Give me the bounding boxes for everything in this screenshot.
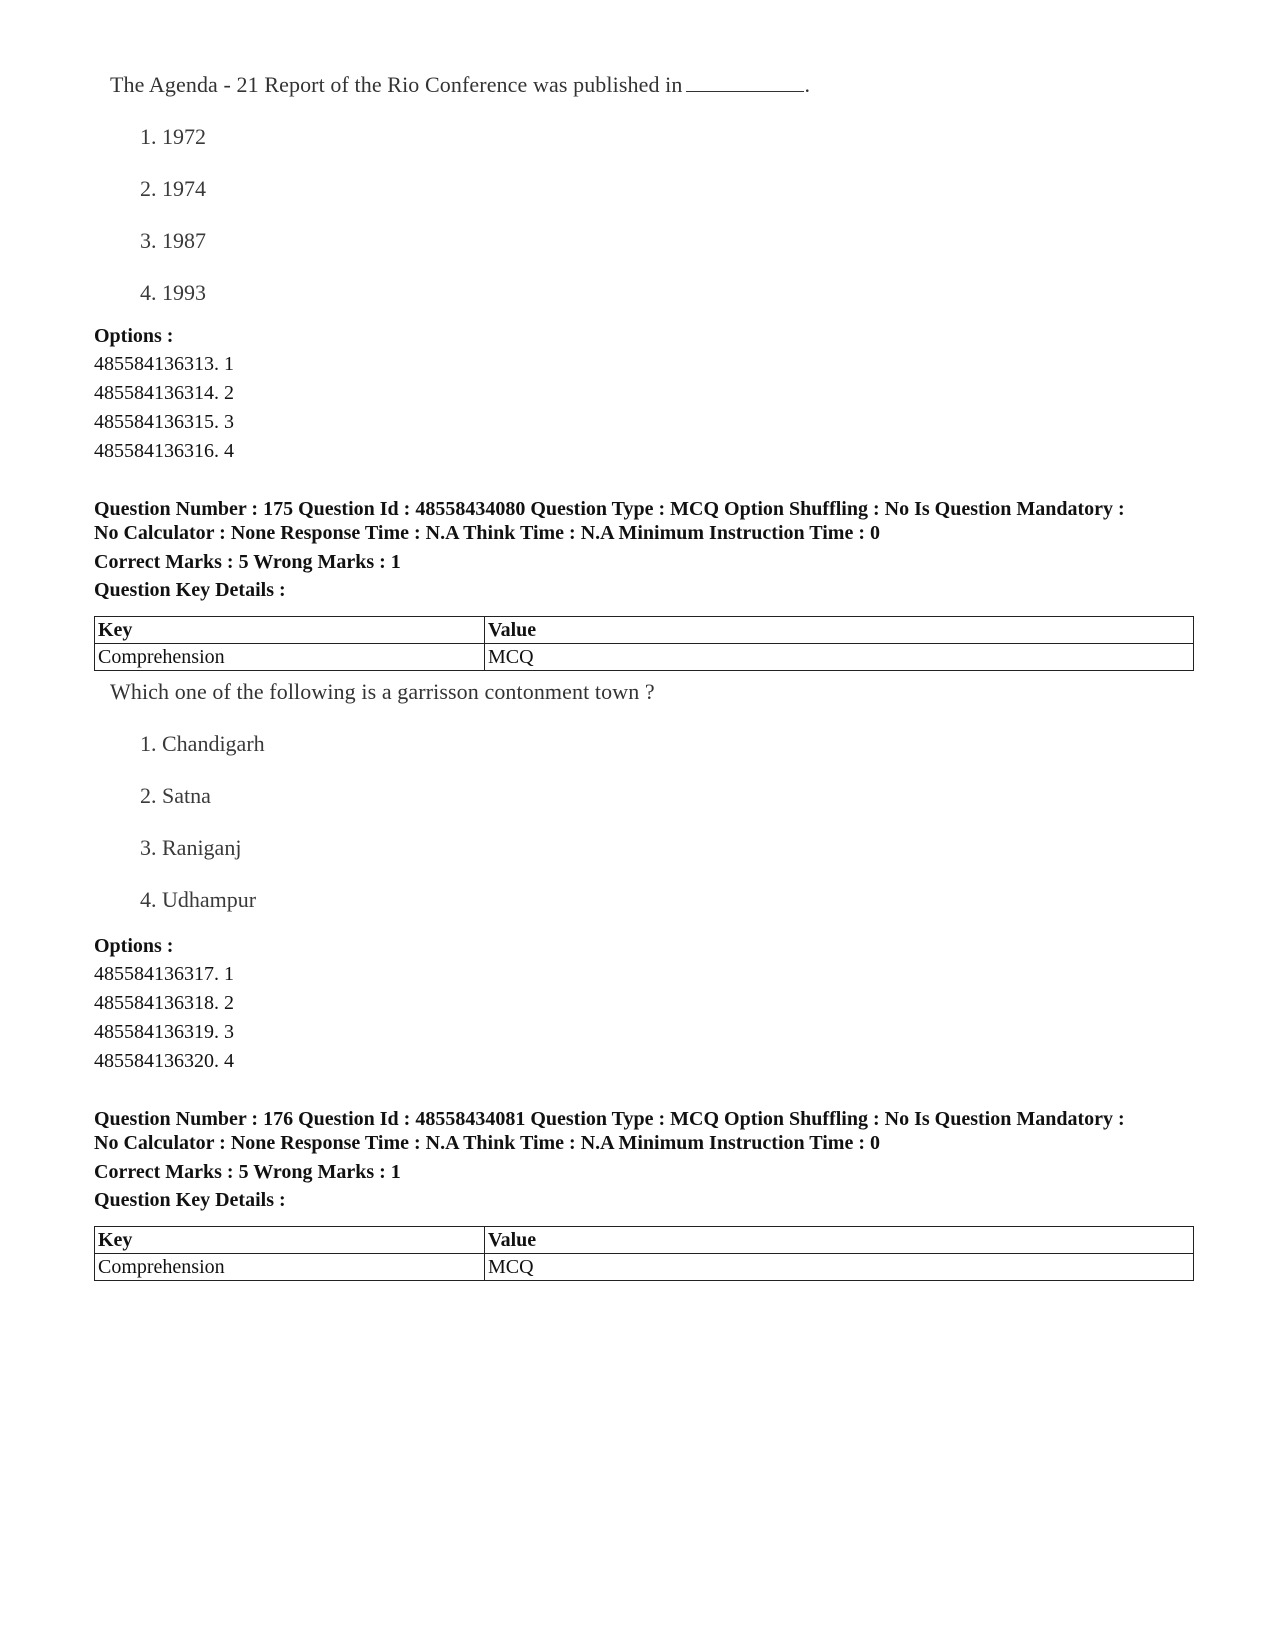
key-details-label: Question Key Details : [94,1189,286,1211]
meta-line: Question Number : 175 Question Id : 48558434080 Question Type : MCQ Option Shuffling : No Is Question Mandatory : [94,498,1125,520]
choice-item: 4. 1993 [140,280,206,305]
option-item: 485584136315. 3 [94,411,234,433]
options-label: Options : [94,935,174,957]
choice-item: 3. 1987 [140,228,206,253]
option-item: 485584136320. 4 [94,1050,234,1072]
marks-line: Correct Marks : 5 Wrong Marks : 1 [94,551,401,573]
choice-item: 3. Raniganj [140,835,242,860]
table-row [95,644,1194,671]
key-details-table [94,616,1194,671]
value-cell: MCQ [485,644,1194,671]
value-cell: MCQ [485,1254,1194,1281]
value-header: Value [485,1227,1194,1254]
meta-line: No Calculator : None Response Time : N.A Think Time : N.A Minimum Instruction Time : 0 [94,1132,880,1154]
key-header: Key [95,617,485,644]
options-block-175 [94,932,1194,1076]
question-stem: Which one of the following is a garrisson contonment town ? [110,679,655,704]
option-item: 485584136314. 2 [94,382,234,404]
option-item: 485584136317. 1 [94,963,234,985]
question-meta-175 [94,497,1194,604]
key-details-label: Question Key Details : [94,579,286,601]
question-image-174 [110,72,870,305]
question-stem-text: The Agenda - 21 Report of the Rio Conference was published in [110,72,683,97]
choice-item: 2. 1974 [140,176,206,201]
table-row [95,1254,1194,1281]
question-meta-176 [94,1107,1194,1214]
key-details-table [94,1226,1194,1281]
marks-line: Correct Marks : 5 Wrong Marks : 1 [94,1161,401,1183]
value-header: Value [485,617,1194,644]
answer-blank [686,73,804,92]
table-header-row [95,1227,1194,1254]
option-item: 485584136313. 1 [94,353,234,375]
question-image-175 [110,679,870,912]
meta-line: Question Number : 176 Question Id : 48558434081 Question Type : MCQ Option Shuffling : No Is Question Mandatory : [94,1108,1125,1130]
choice-item: 1. Chandigarh [140,731,265,756]
options-label: Options : [94,325,174,347]
option-item: 485584136319. 3 [94,1021,234,1043]
key-cell: Comprehension [95,644,485,671]
key-cell: Comprehension [95,1254,485,1281]
question-stem [110,72,870,98]
options-block-174 [94,322,1194,466]
option-item: 485584136316. 4 [94,440,234,462]
meta-line: No Calculator : None Response Time : N.A Think Time : N.A Minimum Instruction Time : 0 [94,522,880,544]
question-stem-end: . [804,72,811,97]
key-header: Key [95,1227,485,1254]
choice-item: 2. Satna [140,783,211,808]
choice-item: 4. Udhampur [140,887,257,912]
table-header-row [95,617,1194,644]
option-item: 485584136318. 2 [94,992,234,1014]
choice-item: 1. 1972 [140,124,206,149]
